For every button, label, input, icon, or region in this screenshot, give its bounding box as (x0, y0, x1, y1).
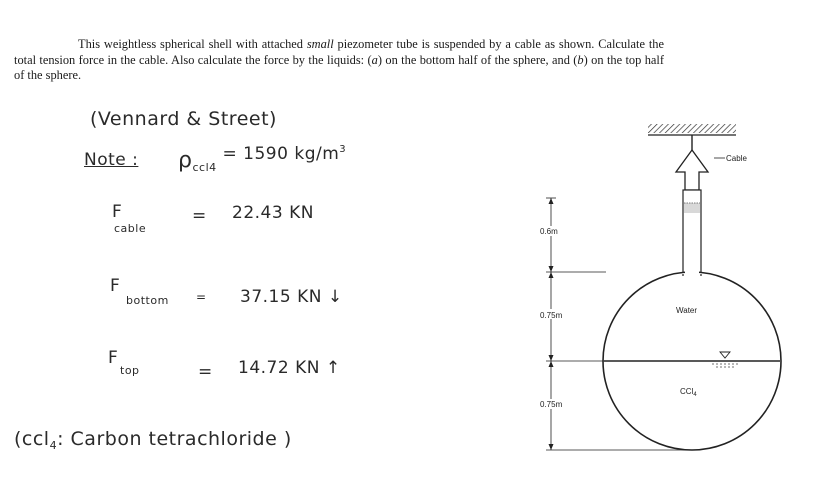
f-bottom-symbol: F (110, 276, 121, 296)
f-top-sub: top (120, 364, 140, 377)
ccl4-label: CCl$_4$ (680, 387, 697, 398)
part-a-letter: a (371, 52, 378, 67)
rho-value: = 1590 kg/m (222, 144, 340, 164)
neck-gap (685, 270, 699, 278)
rho-symbol: ρ (178, 148, 193, 173)
rho-subscript-4: 4 (209, 161, 217, 174)
f-top-eq: = (198, 362, 213, 382)
dim-bottom-label: 0.75m (540, 400, 563, 409)
problem-text-3: ) on the bottom half of the sphere, and ( (377, 52, 578, 67)
f-cable-value: 22.43 KN (232, 203, 314, 223)
source-note: (Vennard & Street) (90, 108, 277, 130)
f-bottom-eq: = (196, 290, 207, 304)
problem-text-1: This weightless spherical shell with attached (78, 37, 307, 51)
f-top-symbol: F (108, 348, 119, 368)
f-bottom-sub: bottom (126, 294, 169, 307)
note-label: Note : (84, 150, 139, 170)
water-label: Water (676, 306, 698, 315)
problem-text-emphasis: small (306, 37, 334, 51)
problem-text-2: piezometer tube is suspended by a cable as shown. Calculate the total tension force in the cable. Also calculate the force by the liquids: ( (14, 37, 664, 67)
dim-top-label: 0.6m (540, 227, 558, 236)
footnote-start: (ccl (14, 428, 50, 450)
part-b-letter: b (577, 52, 584, 67)
f-cable-sub: cable (114, 222, 147, 235)
problem-text-4: ) on the top half of the sphere. (14, 52, 664, 82)
rho-subscript: ccl (192, 161, 210, 174)
footnote-end: : Carbon tetrachloride ) (57, 428, 292, 450)
ceiling-hatch (648, 124, 736, 133)
tube-liquid-level (684, 203, 700, 213)
f-top-value: 14.72 KN ↑ (238, 358, 341, 378)
cable-label: Cable (726, 154, 747, 163)
rho-exponent: 3 (339, 144, 347, 156)
cable-hanger (676, 150, 708, 190)
f-cable-symbol: F (112, 202, 123, 222)
f-cable-eq: = (192, 206, 207, 226)
dim-mid-label: 0.75m (540, 311, 563, 320)
footnote-sub: 4 (49, 439, 58, 452)
f-bottom-value: 37.15 KN ↓ (240, 287, 343, 307)
